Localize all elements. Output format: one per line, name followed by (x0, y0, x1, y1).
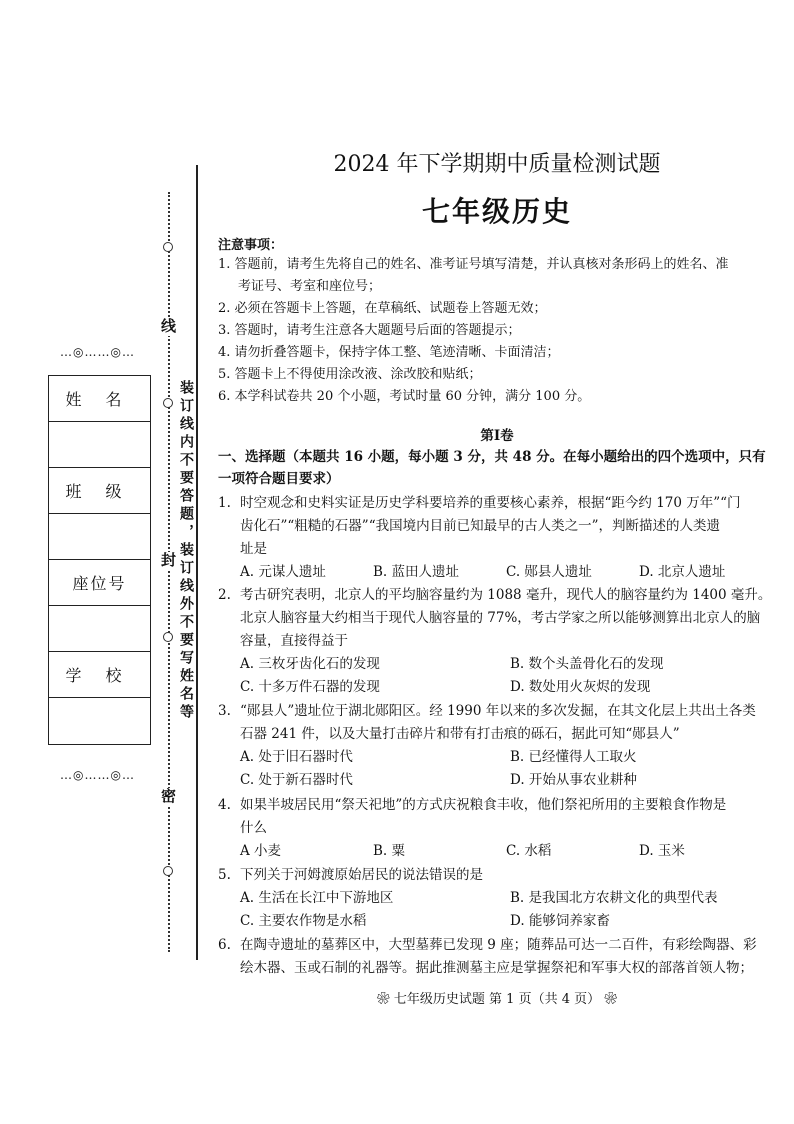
question-text: 北京人脑容量大约相当于现代人脑容量的 77%，考古学家之所以能够测算出北京人的脑 (240, 610, 761, 626)
question-5 (218, 864, 780, 933)
question-text: 什么 (240, 820, 267, 836)
field-name[interactable] (49, 422, 150, 468)
binding-line (196, 165, 198, 960)
option-d[interactable]: D. 能够饲养家畜 (510, 913, 610, 929)
question-text: 考古研究表明，北京人的平均脑容量约为 1088 毫升，现代人的脑容量约为 1400 毫升。 (240, 587, 772, 603)
question-6 (218, 934, 780, 980)
question-text: “郧县人”遗址位于湖北郧阳区。经 1990 年以来的多次发掘，在其文化层上共出土各类 (240, 703, 756, 719)
field-seat[interactable] (49, 606, 150, 652)
option-a[interactable]: A. 三枚牙齿化石的发现 (240, 656, 380, 672)
option-b[interactable]: B. 数个头盖骨化石的发现 (510, 656, 664, 672)
option-d[interactable]: D. 北京人遗址 (639, 564, 726, 580)
question-text: 齿化石”“粗糙的石器”“我国境内目前已知最早的古人类之一”，判断描述的人类遗 (240, 518, 721, 534)
dotted-binding-line (168, 192, 170, 952)
label-class: 班级 (49, 468, 150, 514)
option-c[interactable]: C. 水稻 (506, 843, 552, 859)
option-b[interactable]: B. 已经懂得人工取火 (510, 749, 637, 765)
note-3: 3. 答题时，请考生注意各大题题号后面的答题提示； (218, 323, 521, 338)
note-1: 1. 答题前，请考生先将自己的姓名、准考证号填写清楚，并认真核对条形码上的姓名、准 (218, 257, 729, 272)
question-number: 6. (218, 937, 231, 953)
section-line-1: 一、选择题（本题共 16 小题，每小题 3 分，共 48 分。在每小题给出的四个选项中，只有 (218, 449, 766, 465)
binding-label-mi: 密 (159, 788, 177, 806)
question-text: 容量，直接得益于 (240, 633, 348, 649)
subject-title: 七年级历史 (421, 195, 572, 228)
question-text: 时空观念和史料实证是历史学科要培养的重要核心素养，根据“距今约 170 万年”“门 (240, 495, 741, 511)
question-4 (218, 794, 780, 863)
question-text: 在陶寺遗址的墓葬区中，大型墓葬已发现 9 座；随葬品可达一二百件，有彩绘陶器、彩 (240, 937, 757, 953)
note-2: 2. 必须在答题卡上答题，在草稿纸、试题卷上答题无效； (218, 301, 547, 316)
label-seat: 座位号 (49, 560, 150, 606)
label-school: 学校 (49, 652, 150, 698)
binding-hole-4 (163, 866, 173, 876)
field-school[interactable] (49, 698, 150, 744)
option-c[interactable]: C. 主要农作物是水稻 (240, 913, 367, 929)
exam-title: 2024 年下学期期中质量检测试题 (333, 152, 661, 177)
option-b[interactable]: B. 蓝田人遗址 (373, 564, 460, 580)
question-1 (218, 492, 780, 584)
dots-top: …◎……◎… (60, 345, 135, 359)
option-c[interactable]: C. 郧县人遗址 (506, 564, 592, 580)
dots-bottom: …◎……◎… (60, 768, 135, 782)
student-info-table (48, 375, 151, 745)
note-4: 4. 请勿折叠答题卡，保持字体工整、笔迹清晰、卡面清洁； (218, 345, 560, 360)
binding-hole-1 (163, 242, 173, 252)
question-3 (218, 700, 780, 792)
option-a[interactable]: A 小麦 (240, 843, 282, 859)
page-footer: ❀ 七年级历史试题 第 1 页（共 4 页） ❀ (376, 992, 618, 1007)
question-number: 1. (218, 495, 231, 511)
option-c[interactable]: C. 十多万件石器的发现 (240, 679, 380, 695)
notes-heading: 注意事项： (218, 238, 284, 253)
field-class[interactable] (49, 514, 150, 560)
question-text: 石器 241 件，以及大量打击碎片和带有打击痕的砾石，据此可知“郧县人” (240, 726, 680, 742)
option-a[interactable]: A. 处于旧石器时代 (240, 749, 353, 765)
option-b[interactable]: B. 粟 (373, 843, 406, 859)
question-text: 下列关于河姆渡原始居民的说法错误的是 (240, 867, 483, 883)
question-text: 如果半坡居民用“祭天祀地”的方式庆祝粮食丰收，他们祭祀所用的主要粮食作物是 (240, 797, 727, 813)
section-line-2: 一项符合题目要求） (218, 471, 340, 487)
question-number: 3. (218, 703, 231, 719)
question-number: 5. (218, 867, 231, 883)
option-d[interactable]: D. 开始从事农业耕种 (510, 772, 637, 788)
question-2 (218, 584, 780, 699)
section-instructions (218, 446, 778, 490)
note-6: 6. 本学科试卷共 20 个小题，考试时量 60 分钟，满分 100 分。 (218, 389, 591, 404)
option-a[interactable]: A. 生活在长江中下游地区 (240, 890, 394, 906)
label-name: 姓名 (49, 376, 150, 422)
binding-label-feng: 封 (159, 552, 177, 570)
note-5: 5. 答题卡上不得使用涂改液、涂改胶和贴纸； (218, 367, 482, 382)
note-1-cont: 考证号、考室和座位号； (238, 279, 382, 294)
question-number: 2. (218, 587, 231, 603)
option-d[interactable]: D. 数处用火灰烬的发现 (510, 679, 651, 695)
option-b[interactable]: B. 是我国北方农耕文化的典型代表 (510, 890, 718, 906)
binding-hole-2 (163, 398, 173, 408)
question-text: 绘木器、玉或石制的礼器等。据此推测墓主应是掌握祭祀和军事大权的部落首领人物； (240, 960, 753, 976)
binding-label-xian: 线 (159, 318, 177, 336)
question-number: 4. (218, 797, 231, 813)
binding-hole-3 (163, 632, 173, 642)
part-heading: 第Ⅰ卷 (480, 428, 514, 444)
binding-warning: 装订线内不要答题，装订线外不要写姓名等 (178, 380, 194, 722)
option-d[interactable]: D. 玉米 (639, 843, 685, 859)
question-text: 址是 (240, 541, 267, 557)
option-a[interactable]: A. 元谋人遗址 (240, 564, 326, 580)
option-c[interactable]: C. 处于新石器时代 (240, 772, 353, 788)
